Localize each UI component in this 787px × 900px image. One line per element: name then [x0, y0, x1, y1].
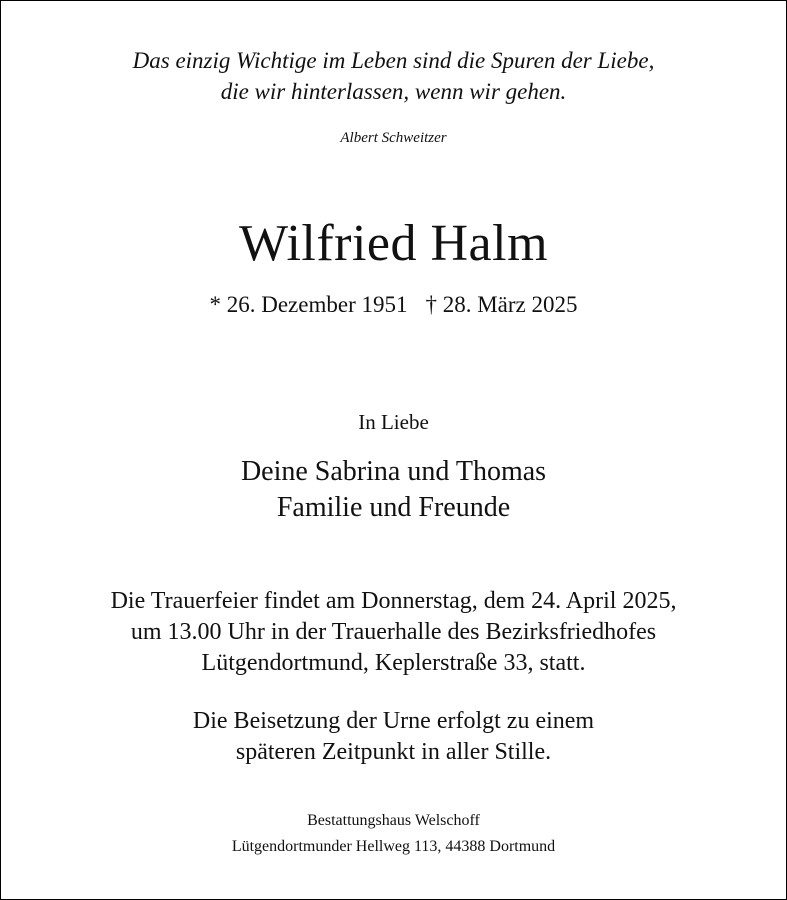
- burial-details: [1, 706, 786, 768]
- mourners: [1, 454, 786, 526]
- death-date: † 28. März 2025: [425, 292, 578, 317]
- funeral-home-address: Lütgendortmunder Hellweg 113, 44388 Dortmund: [231, 838, 556, 855]
- mourner-line: Deine Sabrina und Thomas: [240, 456, 547, 487]
- service-line: Die Trauerfeier findet am Donnerstag, dem 24. April 2025,: [110, 588, 677, 614]
- service-line: Lütgendortmund, Keplerstraße 33, statt.: [201, 650, 586, 676]
- life-dates: [1, 290, 786, 320]
- farewell-intro: In Liebe: [358, 410, 429, 434]
- quote: [1, 45, 786, 107]
- service-details: [1, 586, 786, 679]
- quote-line: die wir hinterlassen, wenn wir gehen.: [220, 79, 567, 104]
- deceased-name: Wilfried Halm: [238, 215, 549, 272]
- quote-author: Albert Schweitzer: [340, 130, 447, 146]
- mourner-line: Familie und Freunde: [276, 492, 511, 523]
- burial-line: späteren Zeitpunkt in aller Stille.: [235, 739, 552, 765]
- quote-line: Das einzig Wichtige im Leben sind die Spuren der Liebe,: [132, 48, 655, 73]
- burial-line: Die Beisetzung der Urne erfolgt zu einem: [192, 708, 595, 734]
- birth-date: * 26. Dezember 1951: [209, 292, 408, 317]
- service-line: um 13.00 Uhr in der Trauerhalle des Bezirksfriedhofes: [130, 619, 657, 645]
- funeral-home: [1, 808, 786, 860]
- funeral-home-name: Bestattungshaus Welschoff: [307, 812, 480, 829]
